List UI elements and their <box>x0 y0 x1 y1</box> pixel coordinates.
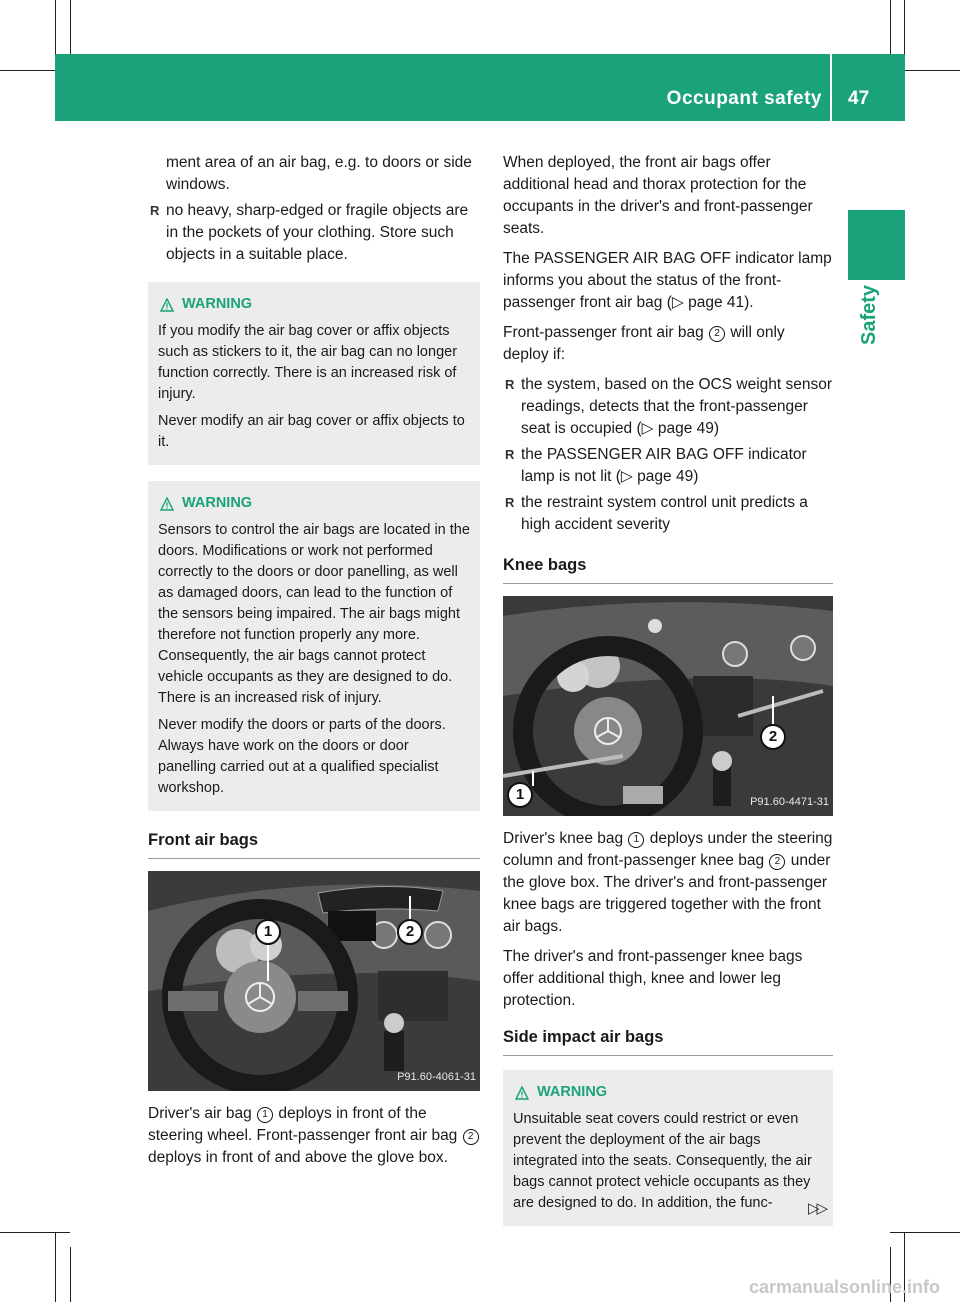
warning-text: Unsuitable seat covers could restrict or even prevent the deployment of the air bags integrated into the seats. Consequently, the air bags cannot protect vehicle occupants as they are designed to do. In addition, the func- <box>513 1111 812 1211</box>
page-title: Occupant safety <box>666 88 822 109</box>
caption <box>148 1103 480 1169</box>
paragraph <box>503 322 833 366</box>
page-reference[interactable]: page 49 <box>637 468 694 485</box>
paragraph-text: Front-passenger front air bag <box>503 324 704 341</box>
section-tab <box>848 210 905 280</box>
warning-box <box>503 1070 833 1226</box>
knee-bag-image <box>503 596 833 816</box>
crop-mark <box>0 1232 70 1233</box>
figure-code: P91.60-4471-31 <box>750 796 829 808</box>
crop-mark <box>890 1232 960 1233</box>
callout-1: 1 <box>255 919 281 945</box>
paragraph-text: will only deploy if: <box>503 324 785 363</box>
paragraph: When deployed, the front air bags offer additional head and thorax protection for the occupants in the driver's and front-passenger seats. <box>503 154 813 237</box>
paragraph: ment area of an air bag, e.g. to doors or side windows. <box>166 154 472 193</box>
bullet-item: R the PASSENGER AIR BAG OFF indicator lamp is not lit (▷ page 49) <box>503 444 833 488</box>
page-ref-arrow-icon: ▷ <box>620 468 633 485</box>
paragraph <box>503 248 833 314</box>
paragraph-text: The PASSENGER AIR BAG OFF indicator lamp informs you about the status of the front-passenger front air bag ( <box>503 250 832 311</box>
caption-text: deploys in front of and above the glove box. <box>148 1149 448 1166</box>
warning-text: Never modify the doors or parts of the doors. Always have work on the doors or door panelling carried out at a qualified specialist workshop. <box>158 717 446 796</box>
right-column <box>503 152 833 1240</box>
callout-ref-1: 1 <box>257 1107 273 1123</box>
dashboard-image <box>148 871 480 1091</box>
callout-2: 2 <box>760 724 786 750</box>
warning-title-text: WARNING <box>537 1084 608 1100</box>
warning-triangle-icon <box>160 497 174 511</box>
header-separator <box>830 54 832 121</box>
bullet-item: R the system, based on the OCS weight sensor readings, detects that the front-passenger seat is occupied (▷ page 49) <box>503 374 833 440</box>
caption-text: deploys in front of the steering wheel. Front-passenger front air bag <box>148 1105 458 1144</box>
warning-text: Never modify an air bag cover or affix objects to it. <box>158 413 465 450</box>
bullet-item: R the restraint system control unit predicts a high accident severity <box>503 492 833 536</box>
warning-title <box>513 1082 823 1103</box>
warning-title <box>158 294 470 315</box>
paragraph <box>503 828 833 938</box>
knee-bag-illustration <box>503 596 833 816</box>
page-ref-arrow-icon: ▷ <box>641 420 654 437</box>
callout-1: 1 <box>507 782 533 808</box>
warning-title-text: WARNING <box>182 495 253 511</box>
paragraph-text: ). <box>744 294 754 311</box>
warning-text: If you modify the air bag cover or affix objects such as stickers to it, the air bag can no longer function correctly. There is an increased risk of injury. <box>158 323 458 402</box>
crop-mark <box>55 1232 56 1302</box>
paragraph-text: deploys under the steering column and front-passenger knee bag <box>503 830 833 869</box>
warning-box <box>148 481 480 811</box>
callout-ref-1: 1 <box>628 832 644 848</box>
paragraph-text: Driver's knee bag <box>503 830 624 847</box>
bullet-text: the PASSENGER AIR BAG OFF indicator lamp is not lit ( <box>521 446 807 485</box>
callout-2: 2 <box>397 919 423 945</box>
continued-icon: ▷▷ <box>808 1200 826 1217</box>
bullet-text: the system, based on the OCS weight sensor readings, detects that the front-passenger seat is occupied ( <box>521 376 833 437</box>
section-label: Safety <box>858 284 880 345</box>
crop-mark <box>70 0 71 55</box>
warning-triangle-icon <box>160 298 174 312</box>
callout-ref-2: 2 <box>709 326 725 342</box>
callout-ref-2: 2 <box>769 854 785 870</box>
warning-text: Sensors to control the air bags are located in the doors. Modifications or work not performed correctly to the doors or door panelling, as well as damaged doors, can lead to the function of the sensors being impaired. The air bags might therefore not function properly any more. Consequently, the air bags cannot protect vehicle occupants as they are designed to do. There is an increased risk of injury. <box>158 522 470 706</box>
page-ref-arrow-icon: ▷ <box>671 294 684 311</box>
warning-title-text: WARNING <box>182 296 253 312</box>
footer-watermark: carmanualsonline.info <box>748 1277 940 1297</box>
paragraph: The driver's and front-passenger knee bags offer additional thigh, knee and lower leg protection. <box>503 948 803 1009</box>
warning-box <box>148 282 480 465</box>
crop-mark <box>70 1247 71 1302</box>
callout-ref-2: 2 <box>463 1129 479 1145</box>
section-heading: Knee bags <box>503 554 833 584</box>
left-column <box>148 152 480 1177</box>
section-heading: Front air bags <box>148 829 480 859</box>
bullet-item: R no heavy, sharp-edged or fragile objects are in the pockets of your clothing. Store such objects in a suitable place. <box>148 200 480 266</box>
warning-title <box>158 493 470 514</box>
page-reference[interactable]: page 41 <box>688 294 745 311</box>
section-heading: Side impact air bags <box>503 1026 833 1056</box>
caption-text: Driver's air bag <box>148 1105 252 1122</box>
figure-code: P91.60-4061-31 <box>397 1071 476 1083</box>
paragraph-text: under the glove box. The driver's and front-passenger knee bags are triggered together with the front air bags. <box>503 852 831 935</box>
page-number: 47 <box>848 88 870 109</box>
crop-mark <box>890 0 891 55</box>
dashboard-illustration <box>148 871 480 1091</box>
warning-triangle-icon <box>515 1086 529 1100</box>
page-reference[interactable]: page 49 <box>657 420 714 437</box>
